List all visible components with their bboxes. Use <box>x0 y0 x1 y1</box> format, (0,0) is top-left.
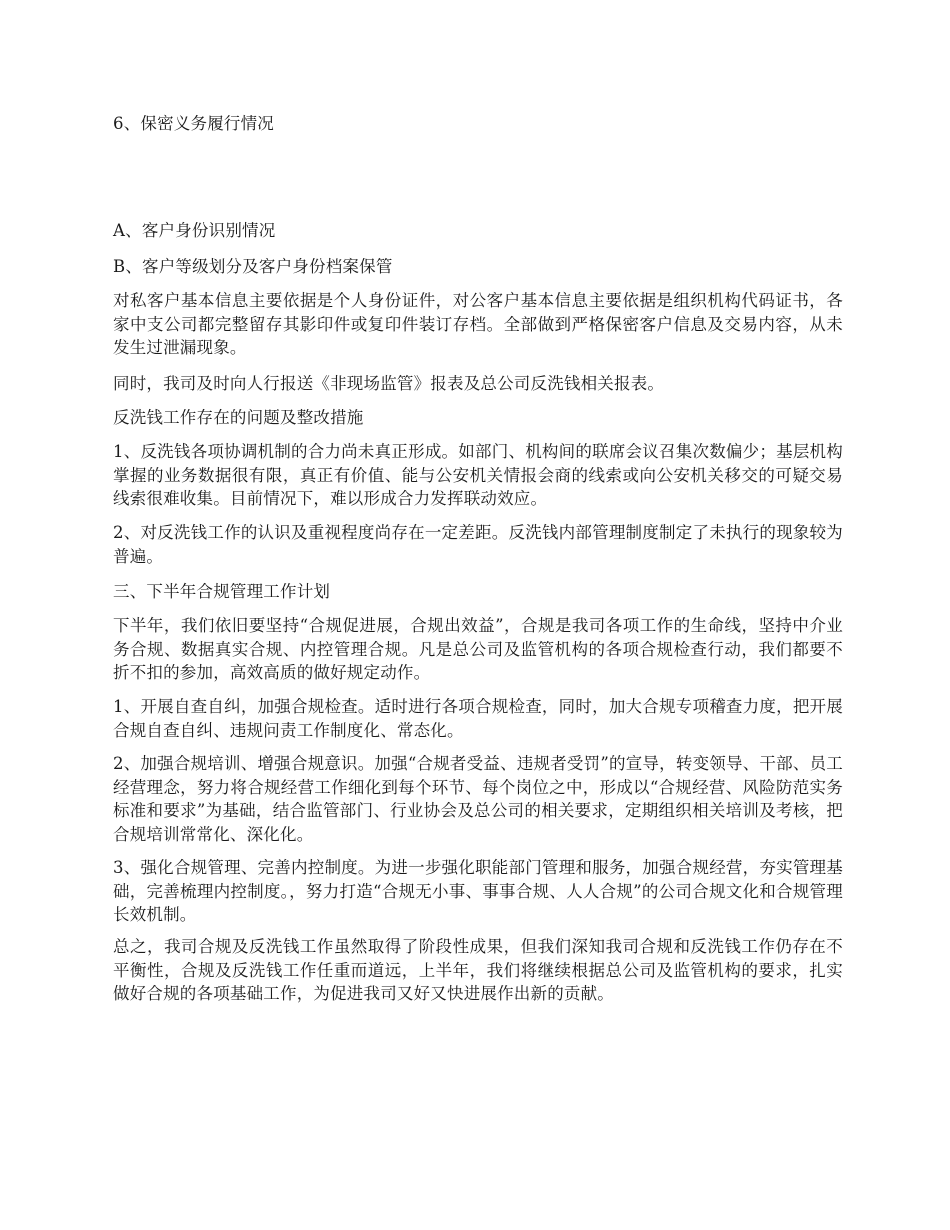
section-heading-plan: 三、下半年合规管理工作计划 <box>113 582 331 601</box>
item-customer-identification: A、客户身份识别情况 <box>113 221 276 240</box>
item-customer-classification: B、客户等级划分及客户身份档案保管 <box>113 257 393 276</box>
paragraph-problem-2: 2、对反洗钱工作的认识及重视程度尚存在一定差距。反洗钱内部管理制度制定了未执行的现象较为普遍。 <box>113 523 843 566</box>
paragraph-conclusion: 总之，我司合规及反洗钱工作虽然取得了阶段性成果，但我们深知我司合规和反洗钱工作仍存在不平衡性，合规及反洗钱工作任重而道远，上半年，我们将继续根据总公司及监管机构的要求，扎实做好合规的各项基础工作，为促进我司又好又快进展作出新的贡献。 <box>113 937 843 1003</box>
paragraph-plan-3: 3、强化合规管理、完善内控制度。为进一步强化职能部门管理和服务，加强合规经营，夯实管理基础，完善梳理内控制度。，努力打造“合规无小事、事事合规、人人合规”的公司合规文化和合规管理长效机制。 <box>113 858 843 924</box>
paragraph-plan-2: 2、加强合规培训、增强合规意识。加强“合规者受益、违规者受罚”的宣导，转变领导、干部、员工经营理念，努力将合规经营工作细化到每个环节、每个岗位之中，形成以“合规经营、风险防范实务标准和要求”为基础，结合监管部门、行业协会及总公司的相关要求，定期组织相关培训及考核，把合规培训常常化、深化化。 <box>113 754 843 844</box>
paragraph-customer-info: 对私客户基本信息主要依据是个人身份证件，对公客户基本信息主要依据是组织机构代码证书，各家中支公司都完整留存其影印件或复印件装订存档。全部做到严格保密客户信息及交易内容，从未发生过泄漏现象。 <box>113 291 843 357</box>
paragraph-plan-intro: 下半年，我们依旧要坚持“合规促进展，合规出效益”，合规是我司各项工作的生命线，坚持中介业务合规、数据真实合规、内控管理合规。凡是总公司及监管机构的各项合规检查行动，我们都要不折不扣的参加，高效高质的做好规定动作。 <box>113 616 843 682</box>
paragraph-plan-1: 1、开展自查自纠，加强合规检查。适时进行各项合规检查，同时，加大合规专项稽查力度，把开展合规自查自纠、违规问责工作制度化、常态化。 <box>113 697 843 740</box>
section-heading-problems: 反洗钱工作存在的问题及整改措施 <box>113 408 364 427</box>
paragraph-reporting: 同时，我司及时向人行报送《非现场监管》报表及总公司反洗钱相关报表。 <box>113 374 665 393</box>
paragraph-problem-1: 1、反洗钱各项协调机制的合力尚未真正形成。如部门、机构间的联席会议召集次数偏少；基层机构掌握的业务数据很有限，真正有价值、能与公安机关情报会商的线索或向公安机关移交的可疑交易线索很难收集。目前情况下，难以形成合力发挥联动效应。 <box>113 442 843 508</box>
section-heading-confidentiality: 6、保密义务履行情况 <box>113 114 274 133</box>
